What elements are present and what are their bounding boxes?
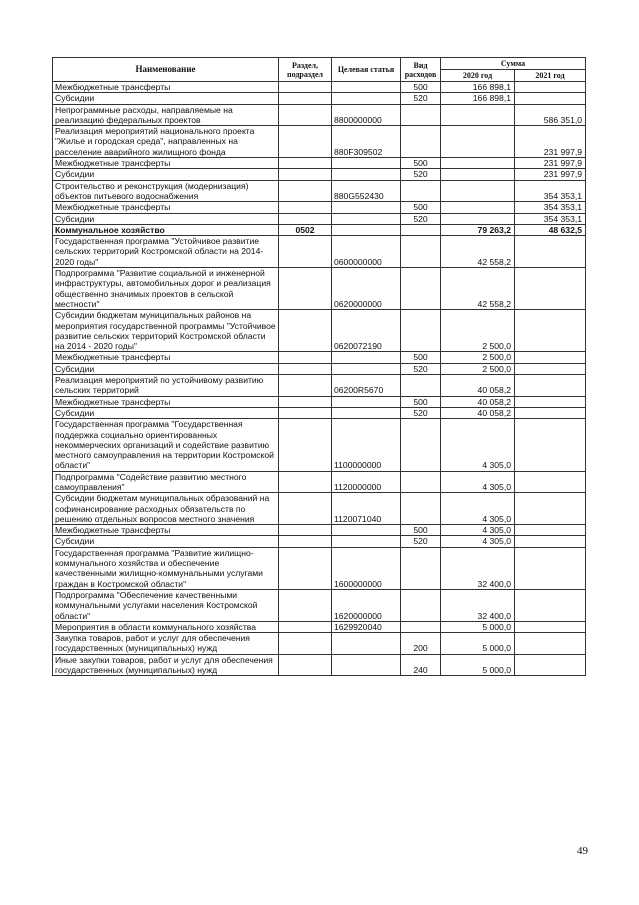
row-expense-type: 520 — [401, 93, 441, 104]
row-sum-2020: 4 305,0 — [441, 471, 515, 493]
row-sum-2020: 2 500,0 — [441, 352, 515, 363]
row-sum-2021: 231 997,9 — [515, 158, 586, 169]
row-name: Государственная программа "Устойчивое развитие сельских территорий Костромской области на 2014-2020 годы" — [53, 236, 279, 268]
row-sum-2020: 79 263,2 — [441, 224, 515, 235]
row-sum-2021 — [515, 493, 586, 525]
row-name: Межбюджетные трансферты — [53, 82, 279, 93]
table-row — [53, 396, 586, 407]
table-row — [53, 589, 586, 621]
row-section — [279, 407, 332, 418]
header-year-2020: 2020 год — [441, 70, 515, 82]
row-expense-type — [401, 419, 441, 471]
row-section — [279, 104, 332, 126]
row-target: 1620000000 — [332, 589, 401, 621]
row-sum-2020: 4 305,0 — [441, 536, 515, 547]
table-row — [53, 407, 586, 418]
table-row — [53, 493, 586, 525]
row-name: Межбюджетные трансферты — [53, 525, 279, 536]
row-name: Подпрограмма "Содействие развитию местного самоуправления" — [53, 471, 279, 493]
table-row — [53, 126, 586, 158]
row-expense-type — [401, 621, 441, 632]
row-target — [332, 352, 401, 363]
row-name: Подпрограмма "Обеспечение качественными коммунальными услугами населения Костромской области" — [53, 589, 279, 621]
row-expense-type: 520 — [401, 536, 441, 547]
table-row — [53, 202, 586, 213]
row-sum-2021 — [515, 621, 586, 632]
table-row — [53, 536, 586, 547]
table-row — [53, 375, 586, 397]
row-section — [279, 236, 332, 268]
row-sum-2021 — [515, 589, 586, 621]
row-target: 1600000000 — [332, 547, 401, 589]
row-target: 1629920040 — [332, 621, 401, 632]
row-sum-2021 — [515, 396, 586, 407]
row-sum-2021: 231 997,9 — [515, 169, 586, 180]
header-row — [53, 58, 586, 70]
row-expense-type: 520 — [401, 169, 441, 180]
row-target — [332, 654, 401, 676]
row-target: 880G552430 — [332, 180, 401, 202]
table-row — [53, 310, 586, 352]
table-row — [53, 268, 586, 310]
row-target — [332, 169, 401, 180]
row-section — [279, 268, 332, 310]
row-section — [279, 589, 332, 621]
row-name: Строительство и реконструкция (модернизация) объектов питьевого водоснабжения — [53, 180, 279, 202]
row-sum-2020: 42 558,2 — [441, 268, 515, 310]
budget-table — [52, 57, 586, 676]
row-target — [332, 407, 401, 418]
row-expense-type: 520 — [401, 407, 441, 418]
row-sum-2020 — [441, 169, 515, 180]
row-target — [332, 363, 401, 374]
row-sum-2020 — [441, 213, 515, 224]
table-row — [53, 236, 586, 268]
row-section — [279, 633, 332, 655]
row-expense-type: 500 — [401, 158, 441, 169]
row-name: Субсидии бюджетам муниципальных образований на софинансирование расходных обязательств по решению отдельных вопросов местного значения — [53, 493, 279, 525]
row-expense-type: 500 — [401, 202, 441, 213]
row-name: Субсидии — [53, 363, 279, 374]
row-name: Межбюджетные трансферты — [53, 202, 279, 213]
row-sum-2020: 5 000,0 — [441, 654, 515, 676]
row-sum-2020: 166 898,1 — [441, 82, 515, 93]
row-target — [332, 536, 401, 547]
table-row — [53, 158, 586, 169]
row-sum-2021 — [515, 82, 586, 93]
row-expense-type: 500 — [401, 82, 441, 93]
row-section — [279, 396, 332, 407]
table-row — [53, 633, 586, 655]
row-target — [332, 396, 401, 407]
table-row — [53, 93, 586, 104]
row-sum-2020: 4 305,0 — [441, 493, 515, 525]
row-name: Межбюджетные трансферты — [53, 352, 279, 363]
row-expense-type — [401, 180, 441, 202]
row-sum-2020 — [441, 202, 515, 213]
row-sum-2020: 5 000,0 — [441, 621, 515, 632]
table-row — [53, 547, 586, 589]
row-section — [279, 352, 332, 363]
table-row — [53, 352, 586, 363]
row-sum-2020: 32 400,0 — [441, 589, 515, 621]
table-row — [53, 419, 586, 471]
row-expense-type: 240 — [401, 654, 441, 676]
row-sum-2021: 354 353,1 — [515, 180, 586, 202]
row-name: Мероприятия в области коммунального хозяйства — [53, 621, 279, 632]
row-sum-2020: 5 000,0 — [441, 633, 515, 655]
row-target — [332, 202, 401, 213]
table-row — [53, 104, 586, 126]
row-section — [279, 213, 332, 224]
row-section: 0502 — [279, 224, 332, 235]
row-expense-type — [401, 471, 441, 493]
row-expense-type: 520 — [401, 363, 441, 374]
row-expense-type: 520 — [401, 213, 441, 224]
row-name: Государственная программа "Развитие жилищно-коммунального хозяйства и обеспечение качественными жилищно-коммунальными услугами граждан в Костромской области" — [53, 547, 279, 589]
row-sum-2020 — [441, 104, 515, 126]
budget-table-sheet — [52, 57, 585, 676]
row-section — [279, 536, 332, 547]
row-sum-2021 — [515, 363, 586, 374]
row-expense-type — [401, 547, 441, 589]
page-number: 49 — [577, 845, 588, 857]
row-section — [279, 158, 332, 169]
row-sum-2021 — [515, 536, 586, 547]
row-target: 0620072190 — [332, 310, 401, 352]
row-section — [279, 169, 332, 180]
row-target — [332, 93, 401, 104]
header-name: Наименование — [53, 58, 279, 82]
table-row — [53, 213, 586, 224]
row-sum-2020: 42 558,2 — [441, 236, 515, 268]
row-section — [279, 547, 332, 589]
row-sum-2021 — [515, 310, 586, 352]
row-expense-type — [401, 268, 441, 310]
row-target — [332, 158, 401, 169]
row-sum-2021 — [515, 407, 586, 418]
row-sum-2020 — [441, 126, 515, 158]
table-row — [53, 180, 586, 202]
row-name: Субсидии — [53, 536, 279, 547]
row-target — [332, 633, 401, 655]
row-section — [279, 126, 332, 158]
row-sum-2021 — [515, 268, 586, 310]
row-target — [332, 213, 401, 224]
row-sum-2021 — [515, 236, 586, 268]
row-name: Межбюджетные трансферты — [53, 396, 279, 407]
row-expense-type — [401, 310, 441, 352]
row-section — [279, 202, 332, 213]
row-sum-2021 — [515, 93, 586, 104]
row-section — [279, 180, 332, 202]
row-sum-2021: 354 353,1 — [515, 213, 586, 224]
row-name: Субсидии — [53, 169, 279, 180]
row-target: 0600000000 — [332, 236, 401, 268]
row-expense-type: 500 — [401, 525, 441, 536]
table-row — [53, 471, 586, 493]
row-name: Субсидии — [53, 213, 279, 224]
table-row — [53, 621, 586, 632]
row-sum-2021 — [515, 352, 586, 363]
row-section — [279, 363, 332, 374]
row-expense-type — [401, 375, 441, 397]
header-year-2021: 2021 год — [515, 70, 586, 82]
row-section — [279, 621, 332, 632]
row-target: 06200R5670 — [332, 375, 401, 397]
row-expense-type — [401, 493, 441, 525]
row-sum-2021 — [515, 525, 586, 536]
row-section — [279, 310, 332, 352]
row-expense-type — [401, 589, 441, 621]
row-target: 1120071040 — [332, 493, 401, 525]
table-row — [53, 82, 586, 93]
row-name: Реализация мероприятий по устойчивому развитию сельских территорий — [53, 375, 279, 397]
row-sum-2020: 4 305,0 — [441, 419, 515, 471]
row-sum-2021 — [515, 633, 586, 655]
row-sum-2021: 354 353,1 — [515, 202, 586, 213]
row-section — [279, 493, 332, 525]
row-sum-2020: 40 058,2 — [441, 375, 515, 397]
row-section — [279, 654, 332, 676]
row-target — [332, 82, 401, 93]
row-sum-2021 — [515, 419, 586, 471]
row-sum-2021 — [515, 375, 586, 397]
row-section — [279, 525, 332, 536]
row-name: Государственная программа "Государственная поддержка социально ориентированных некоммерческих организаций и содействие развитию местного самоуправления на территории Костромской области" — [53, 419, 279, 471]
row-section — [279, 93, 332, 104]
row-name: Субсидии бюджетам муниципальных районов на мероприятия государственной программы "Устойчивое развитие сельских территорий Костромской области на 2014 - 2020 годы" — [53, 310, 279, 352]
row-sum-2021 — [515, 471, 586, 493]
table-row — [53, 224, 586, 235]
row-name: Коммунальное хозяйство — [53, 224, 279, 235]
row-name: Реализация мероприятий национального проекта "Жилье и городская среда", направленных на расселение аварийного жилищного фонда — [53, 126, 279, 158]
row-expense-type — [401, 224, 441, 235]
row-target: 880F309502 — [332, 126, 401, 158]
row-expense-type: 500 — [401, 396, 441, 407]
row-expense-type — [401, 104, 441, 126]
row-name: Непрограммные расходы, направляемые на реализацию федеральных проектов — [53, 104, 279, 126]
row-target — [332, 224, 401, 235]
row-expense-type: 200 — [401, 633, 441, 655]
row-target: 0620000000 — [332, 268, 401, 310]
row-target: 1100000000 — [332, 419, 401, 471]
header-expense-type: Вид расходов — [401, 58, 441, 82]
row-sum-2020: 32 400,0 — [441, 547, 515, 589]
row-sum-2020: 2 500,0 — [441, 363, 515, 374]
row-name: Подпрограмма "Развитие социальной и инженерной инфраструктуры, автомобильных дорог и реализация общественно значимых проектов в сельской местности" — [53, 268, 279, 310]
row-target: 8800000000 — [332, 104, 401, 126]
row-section — [279, 82, 332, 93]
row-sum-2020 — [441, 158, 515, 169]
row-sum-2021: 48 632,5 — [515, 224, 586, 235]
row-target: 1120000000 — [332, 471, 401, 493]
header-sum: Сумма — [441, 58, 586, 70]
row-section — [279, 375, 332, 397]
row-sum-2021: 586 351,0 — [515, 104, 586, 126]
row-sum-2021 — [515, 547, 586, 589]
row-sum-2020 — [441, 180, 515, 202]
table-body — [53, 82, 586, 676]
row-name: Межбюджетные трансферты — [53, 158, 279, 169]
row-sum-2020: 166 898,1 — [441, 93, 515, 104]
table-row — [53, 363, 586, 374]
header-section: Раздел, подраздел — [279, 58, 332, 82]
row-sum-2021: 231 997,9 — [515, 126, 586, 158]
row-sum-2020: 40 058,2 — [441, 407, 515, 418]
row-sum-2020: 2 500,0 — [441, 310, 515, 352]
row-sum-2021 — [515, 654, 586, 676]
row-expense-type — [401, 236, 441, 268]
header-target: Целевая статья — [332, 58, 401, 82]
row-name: Иные закупки товаров, работ и услуг для обеспечения государственных (муниципальных) нужд — [53, 654, 279, 676]
row-target — [332, 525, 401, 536]
table-row — [53, 525, 586, 536]
row-section — [279, 471, 332, 493]
table-row — [53, 169, 586, 180]
row-sum-2020: 4 305,0 — [441, 525, 515, 536]
row-name: Субсидии — [53, 407, 279, 418]
table-row — [53, 654, 586, 676]
row-expense-type — [401, 126, 441, 158]
row-name: Субсидии — [53, 93, 279, 104]
row-sum-2020: 40 058,2 — [441, 396, 515, 407]
row-expense-type: 500 — [401, 352, 441, 363]
row-section — [279, 419, 332, 471]
row-name: Закупка товаров, работ и услуг для обеспечения государственных (муниципальных) нужд — [53, 633, 279, 655]
